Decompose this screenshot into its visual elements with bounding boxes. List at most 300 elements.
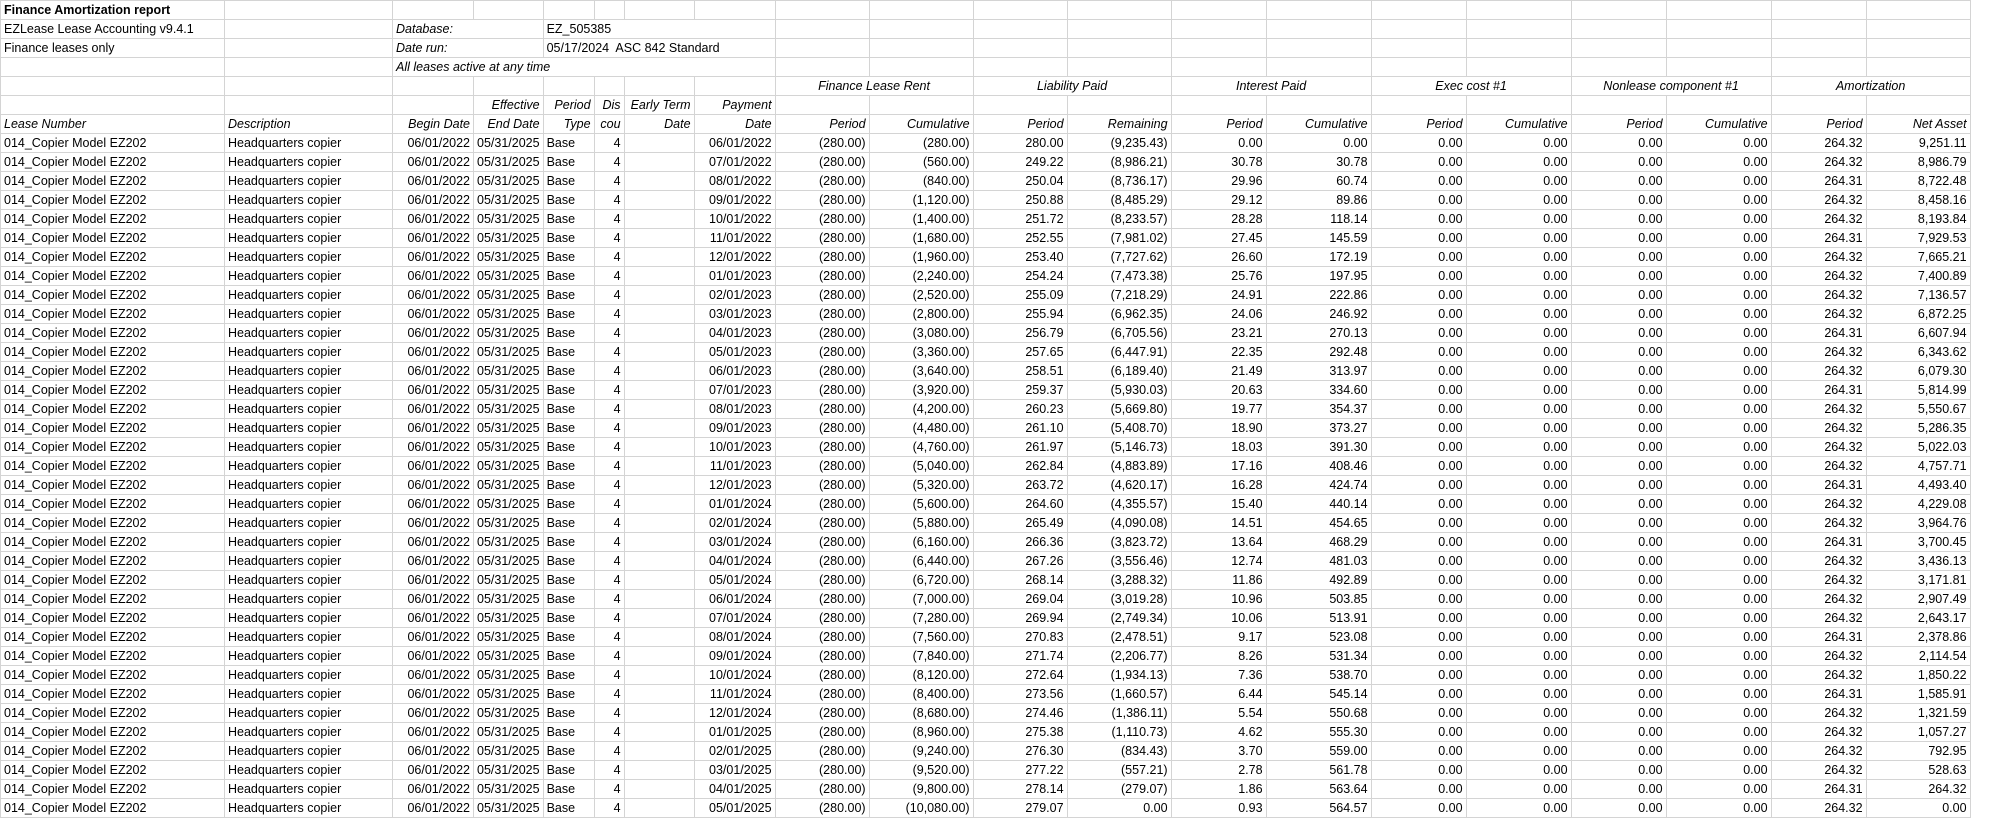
cell-nonlease-cumulative[interactable]: 0.00 (1666, 476, 1771, 495)
cell-lease-number[interactable]: 014_Copier Model EZ202 (1, 571, 225, 590)
cell-exec-period[interactable]: 0.00 (1371, 799, 1466, 818)
cell-discount[interactable]: 4 (594, 761, 624, 780)
cell-effective-end-date[interactable]: 05/31/2025 (474, 514, 544, 533)
cell-interest-period[interactable]: 3.70 (1171, 742, 1266, 761)
cell-rent-cumulative[interactable]: (5,880.00) (869, 514, 973, 533)
group-finance-lease-rent[interactable]: Finance Lease Rent (775, 77, 973, 96)
cell-amort-period[interactable]: 264.32 (1771, 647, 1866, 666)
cell-lease-number[interactable]: 014_Copier Model EZ202 (1, 248, 225, 267)
cell-begin-date[interactable]: 06/01/2022 (393, 153, 474, 172)
cell-nonlease-cumulative[interactable]: 0.00 (1666, 533, 1771, 552)
cell-interest-period[interactable]: 19.77 (1171, 400, 1266, 419)
cell-period-type[interactable]: Base (543, 666, 594, 685)
cell-amort-period[interactable]: 264.32 (1771, 799, 1866, 818)
header-nonlease-period[interactable]: Period (1571, 115, 1666, 134)
cell-interest-period[interactable]: 6.44 (1171, 685, 1266, 704)
cell-interest-period[interactable]: 25.76 (1171, 267, 1266, 286)
cell-net-asset[interactable]: 3,171.81 (1866, 571, 1970, 590)
cell-begin-date[interactable]: 06/01/2022 (393, 647, 474, 666)
cell-payment-date[interactable]: 04/01/2025 (694, 780, 775, 799)
cell-description[interactable]: Headquarters copier (225, 153, 393, 172)
cell-liability-period[interactable]: 269.94 (973, 609, 1067, 628)
cell-net-asset[interactable]: 5,286.35 (1866, 419, 1970, 438)
cell-payment-date[interactable]: 06/01/2022 (694, 134, 775, 153)
cell-interest-cumulative[interactable]: 424.74 (1266, 476, 1371, 495)
cell-liability-period[interactable]: 260.23 (973, 400, 1067, 419)
cell-early-term-date[interactable] (624, 362, 694, 381)
cell-exec-period[interactable]: 0.00 (1371, 172, 1466, 191)
cell-effective-end-date[interactable]: 05/31/2025 (474, 666, 544, 685)
cell[interactable] (1466, 96, 1571, 115)
cell-exec-cumulative[interactable]: 0.00 (1466, 666, 1571, 685)
cell-nonlease-cumulative[interactable]: 0.00 (1666, 495, 1771, 514)
cell-nonlease-cumulative[interactable]: 0.00 (1666, 742, 1771, 761)
cell-early-term-date[interactable] (624, 533, 694, 552)
cell-rent-cumulative[interactable]: (5,320.00) (869, 476, 973, 495)
cell-rent-period[interactable]: (280.00) (775, 134, 869, 153)
cell-exec-period[interactable]: 0.00 (1371, 742, 1466, 761)
cell[interactable] (775, 96, 869, 115)
cell-discount[interactable]: 4 (594, 628, 624, 647)
cell[interactable] (1571, 96, 1666, 115)
cell-nonlease-period[interactable]: 0.00 (1571, 590, 1666, 609)
cell-payment-date[interactable]: 01/01/2025 (694, 723, 775, 742)
cell-description[interactable]: Headquarters copier (225, 191, 393, 210)
cell-period-type[interactable]: Base (543, 780, 594, 799)
cell-period-type[interactable]: Base (543, 761, 594, 780)
header-liability-remaining[interactable]: Remaining (1067, 115, 1171, 134)
cell-nonlease-period[interactable]: 0.00 (1571, 476, 1666, 495)
cell-liability-period[interactable]: 263.72 (973, 476, 1067, 495)
cell-begin-date[interactable]: 06/01/2022 (393, 704, 474, 723)
cell-nonlease-cumulative[interactable]: 0.00 (1666, 704, 1771, 723)
cell-exec-cumulative[interactable]: 0.00 (1466, 305, 1571, 324)
cell-liability-period[interactable]: 270.83 (973, 628, 1067, 647)
cell-rent-period[interactable]: (280.00) (775, 723, 869, 742)
cell-effective-end-date[interactable]: 05/31/2025 (474, 381, 544, 400)
cell-description[interactable]: Headquarters copier (225, 647, 393, 666)
cell-nonlease-cumulative[interactable]: 0.00 (1666, 172, 1771, 191)
cell-exec-cumulative[interactable]: 0.00 (1466, 343, 1571, 362)
cell-net-asset[interactable]: 2,643.17 (1866, 609, 1970, 628)
cell-exec-cumulative[interactable]: 0.00 (1466, 362, 1571, 381)
cell-rent-period[interactable]: (280.00) (775, 799, 869, 818)
cell-nonlease-cumulative[interactable]: 0.00 (1666, 248, 1771, 267)
cell-early-term-date[interactable] (624, 343, 694, 362)
cell-amort-period[interactable]: 264.32 (1771, 362, 1866, 381)
cell-interest-period[interactable]: 14.51 (1171, 514, 1266, 533)
cell-liability-period[interactable]: 249.22 (973, 153, 1067, 172)
cell-effective-end-date[interactable]: 05/31/2025 (474, 495, 544, 514)
cell-interest-period[interactable]: 2.78 (1171, 761, 1266, 780)
cell-exec-cumulative[interactable]: 0.00 (1466, 590, 1571, 609)
cell-amort-period[interactable]: 264.32 (1771, 305, 1866, 324)
cell-period-type[interactable]: Base (543, 419, 594, 438)
cell-payment-date[interactable]: 04/01/2024 (694, 552, 775, 571)
cell-amort-period[interactable]: 264.32 (1771, 343, 1866, 362)
cell-lease-number[interactable]: 014_Copier Model EZ202 (1, 153, 225, 172)
cell-early-term-date[interactable] (624, 419, 694, 438)
cell-liability-period[interactable]: 269.04 (973, 590, 1067, 609)
cell-nonlease-period[interactable]: 0.00 (1571, 362, 1666, 381)
cell-interest-period[interactable]: 24.06 (1171, 305, 1266, 324)
cell-interest-period[interactable]: 18.90 (1171, 419, 1266, 438)
cell-description[interactable]: Headquarters copier (225, 761, 393, 780)
cell[interactable] (543, 77, 594, 96)
cell[interactable] (1666, 58, 1771, 77)
cell-rent-period[interactable]: (280.00) (775, 533, 869, 552)
cell-exec-cumulative[interactable]: 0.00 (1466, 495, 1571, 514)
cell-nonlease-cumulative[interactable]: 0.00 (1666, 780, 1771, 799)
cell-nonlease-cumulative[interactable]: 0.00 (1666, 761, 1771, 780)
cell-exec-period[interactable]: 0.00 (1371, 476, 1466, 495)
cell-rent-period[interactable]: (280.00) (775, 552, 869, 571)
cell-lease-number[interactable]: 014_Copier Model EZ202 (1, 400, 225, 419)
cell-liability-period[interactable]: 255.94 (973, 305, 1067, 324)
cell-exec-cumulative[interactable]: 0.00 (1466, 571, 1571, 590)
cell-interest-cumulative[interactable]: 313.97 (1266, 362, 1371, 381)
cell-description[interactable]: Headquarters copier (225, 514, 393, 533)
cell-liability-remaining[interactable]: (557.21) (1067, 761, 1171, 780)
cell-discount[interactable]: 4 (594, 248, 624, 267)
cell-begin-date[interactable]: 06/01/2022 (393, 476, 474, 495)
cell[interactable] (225, 77, 393, 96)
cell-exec-period[interactable]: 0.00 (1371, 761, 1466, 780)
cell-amort-period[interactable]: 264.32 (1771, 666, 1866, 685)
cell-early-term-date[interactable] (624, 457, 694, 476)
cell-nonlease-cumulative[interactable]: 0.00 (1666, 552, 1771, 571)
header-period-type[interactable]: Type (543, 115, 594, 134)
cell-exec-cumulative[interactable]: 0.00 (1466, 153, 1571, 172)
cell-early-term-date[interactable] (624, 666, 694, 685)
cell-interest-period[interactable]: 30.78 (1171, 153, 1266, 172)
cell-lease-number[interactable]: 014_Copier Model EZ202 (1, 761, 225, 780)
cell-description[interactable]: Headquarters copier (225, 685, 393, 704)
header-rent-cumulative[interactable]: Cumulative (869, 115, 973, 134)
cell[interactable] (694, 77, 775, 96)
cell-effective-end-date[interactable]: 05/31/2025 (474, 229, 544, 248)
cell-effective-end-date[interactable]: 05/31/2025 (474, 419, 544, 438)
cell-early-term-date[interactable] (624, 191, 694, 210)
cell-discount[interactable]: 4 (594, 324, 624, 343)
cell-lease-number[interactable]: 014_Copier Model EZ202 (1, 647, 225, 666)
cell-interest-cumulative[interactable]: 468.29 (1266, 533, 1371, 552)
cell-period-type[interactable]: Base (543, 400, 594, 419)
cell-effective-end-date[interactable]: 05/31/2025 (474, 134, 544, 153)
cell-nonlease-cumulative[interactable]: 0.00 (1666, 514, 1771, 533)
cell-liability-period[interactable]: 253.40 (973, 248, 1067, 267)
cell-discount[interactable]: 4 (594, 381, 624, 400)
cell-interest-cumulative[interactable]: 222.86 (1266, 286, 1371, 305)
cell-exec-period[interactable]: 0.00 (1371, 609, 1466, 628)
cell-lease-number[interactable]: 014_Copier Model EZ202 (1, 476, 225, 495)
cell[interactable] (393, 96, 474, 115)
cell-interest-cumulative[interactable]: 30.78 (1266, 153, 1371, 172)
cell-period-type[interactable]: Base (543, 552, 594, 571)
cell-description[interactable]: Headquarters copier (225, 134, 393, 153)
cell-interest-period[interactable]: 0.93 (1171, 799, 1266, 818)
cell-description[interactable]: Headquarters copier (225, 305, 393, 324)
cell-begin-date[interactable]: 06/01/2022 (393, 134, 474, 153)
cell-rent-cumulative[interactable]: (9,240.00) (869, 742, 973, 761)
header-effective-end-date[interactable]: End Date (474, 115, 544, 134)
cell-exec-cumulative[interactable]: 0.00 (1466, 552, 1571, 571)
cell-exec-cumulative[interactable]: 0.00 (1466, 248, 1571, 267)
cell-begin-date[interactable]: 06/01/2022 (393, 609, 474, 628)
cell-exec-cumulative[interactable]: 0.00 (1466, 742, 1571, 761)
cell-exec-cumulative[interactable]: 0.00 (1466, 419, 1571, 438)
cell[interactable] (1, 58, 225, 77)
cell-lease-number[interactable]: 014_Copier Model EZ202 (1, 324, 225, 343)
cell-exec-period[interactable]: 0.00 (1371, 666, 1466, 685)
cell-discount[interactable]: 4 (594, 286, 624, 305)
header-begin-date[interactable]: Begin Date (393, 115, 474, 134)
cell-interest-cumulative[interactable]: 538.70 (1266, 666, 1371, 685)
cell-exec-period[interactable]: 0.00 (1371, 685, 1466, 704)
cell-period-type[interactable]: Base (543, 495, 594, 514)
cell-nonlease-cumulative[interactable]: 0.00 (1666, 590, 1771, 609)
cell[interactable] (1571, 20, 1666, 39)
cell-net-asset[interactable]: 2,114.54 (1866, 647, 1970, 666)
cell-exec-cumulative[interactable]: 0.00 (1466, 267, 1571, 286)
cell[interactable] (225, 58, 393, 77)
cell-liability-remaining[interactable]: (1,386.11) (1067, 704, 1171, 723)
cell-rent-cumulative[interactable]: (2,240.00) (869, 267, 973, 286)
cell-interest-period[interactable]: 29.96 (1171, 172, 1266, 191)
cell-description[interactable]: Headquarters copier (225, 799, 393, 818)
cell-rent-period[interactable]: (280.00) (775, 229, 869, 248)
cell-net-asset[interactable]: 5,022.03 (1866, 438, 1970, 457)
cell-description[interactable]: Headquarters copier (225, 362, 393, 381)
cell-exec-cumulative[interactable]: 0.00 (1466, 685, 1571, 704)
cell-rent-period[interactable]: (280.00) (775, 609, 869, 628)
cell-discount[interactable]: 4 (594, 172, 624, 191)
cell-liability-remaining[interactable]: (6,447.91) (1067, 343, 1171, 362)
cell-period-type[interactable]: Base (543, 324, 594, 343)
cell-liability-remaining[interactable]: (4,355.57) (1067, 495, 1171, 514)
cell-amort-period[interactable]: 264.31 (1771, 476, 1866, 495)
cell-payment-date[interactable]: 01/01/2024 (694, 495, 775, 514)
cell-nonlease-period[interactable]: 0.00 (1571, 723, 1666, 742)
cell[interactable] (1866, 39, 1970, 58)
cell-nonlease-cumulative[interactable]: 0.00 (1666, 685, 1771, 704)
cell-effective-end-date[interactable]: 05/31/2025 (474, 780, 544, 799)
cell-amort-period[interactable]: 264.31 (1771, 172, 1866, 191)
cell-begin-date[interactable]: 06/01/2022 (393, 324, 474, 343)
cell-nonlease-period[interactable]: 0.00 (1571, 628, 1666, 647)
cell-description[interactable]: Headquarters copier (225, 609, 393, 628)
cell-liability-period[interactable]: 261.97 (973, 438, 1067, 457)
cell-payment-date[interactable]: 11/01/2023 (694, 457, 775, 476)
cell-rent-cumulative[interactable]: (8,680.00) (869, 704, 973, 723)
cell-interest-period[interactable]: 16.28 (1171, 476, 1266, 495)
cell-liability-remaining[interactable]: (4,090.08) (1067, 514, 1171, 533)
cell-lease-number[interactable]: 014_Copier Model EZ202 (1, 799, 225, 818)
cell-nonlease-cumulative[interactable]: 0.00 (1666, 134, 1771, 153)
cell-nonlease-cumulative[interactable]: 0.00 (1666, 153, 1771, 172)
cell-nonlease-period[interactable]: 0.00 (1571, 267, 1666, 286)
cell-amort-period[interactable]: 264.31 (1771, 381, 1866, 400)
cell-nonlease-period[interactable]: 0.00 (1571, 685, 1666, 704)
cell-nonlease-period[interactable]: 0.00 (1571, 400, 1666, 419)
cell[interactable] (1171, 96, 1266, 115)
cell-exec-period[interactable]: 0.00 (1371, 514, 1466, 533)
cell-effective-end-date[interactable]: 05/31/2025 (474, 153, 544, 172)
cell-rent-cumulative[interactable]: (9,800.00) (869, 780, 973, 799)
cell-exec-period[interactable]: 0.00 (1371, 381, 1466, 400)
cell-discount[interactable]: 4 (594, 514, 624, 533)
cell-liability-period[interactable]: 256.79 (973, 324, 1067, 343)
cell[interactable] (869, 96, 973, 115)
cell-effective-end-date[interactable]: 05/31/2025 (474, 571, 544, 590)
cell-begin-date[interactable]: 06/01/2022 (393, 666, 474, 685)
header-net-asset[interactable]: Net Asset (1866, 115, 1970, 134)
cell-liability-period[interactable]: 274.46 (973, 704, 1067, 723)
cell-liability-remaining[interactable]: (279.07) (1067, 780, 1171, 799)
cell-interest-period[interactable]: 28.28 (1171, 210, 1266, 229)
cell-exec-period[interactable]: 0.00 (1371, 191, 1466, 210)
cell-period-type[interactable]: Base (543, 723, 594, 742)
date-run-label[interactable]: Date run: (393, 39, 544, 58)
cell-lease-number[interactable]: 014_Copier Model EZ202 (1, 191, 225, 210)
cell-rent-period[interactable]: (280.00) (775, 172, 869, 191)
cell-exec-period[interactable]: 0.00 (1371, 286, 1466, 305)
cell[interactable] (775, 20, 869, 39)
cell-description[interactable]: Headquarters copier (225, 552, 393, 571)
cell-exec-period[interactable]: 0.00 (1371, 438, 1466, 457)
cell-lease-number[interactable]: 014_Copier Model EZ202 (1, 134, 225, 153)
cell[interactable] (775, 39, 869, 58)
cell-interest-cumulative[interactable]: 118.14 (1266, 210, 1371, 229)
cell-net-asset[interactable]: 792.95 (1866, 742, 1970, 761)
app-version[interactable]: EZLease Lease Accounting v9.4.1 (1, 20, 225, 39)
cell-liability-period[interactable]: 277.22 (973, 761, 1067, 780)
cell-effective-end-date[interactable]: 05/31/2025 (474, 267, 544, 286)
cell-rent-period[interactable]: (280.00) (775, 742, 869, 761)
cell-exec-cumulative[interactable]: 0.00 (1466, 134, 1571, 153)
cell-rent-cumulative[interactable]: (1,680.00) (869, 229, 973, 248)
cell-description[interactable]: Headquarters copier (225, 780, 393, 799)
cell-nonlease-period[interactable]: 0.00 (1571, 780, 1666, 799)
cell-begin-date[interactable]: 06/01/2022 (393, 780, 474, 799)
cell-early-term-date[interactable] (624, 495, 694, 514)
cell-exec-period[interactable]: 0.00 (1371, 362, 1466, 381)
cell-begin-date[interactable]: 06/01/2022 (393, 305, 474, 324)
cell-lease-number[interactable]: 014_Copier Model EZ202 (1, 552, 225, 571)
cell-exec-cumulative[interactable]: 0.00 (1466, 381, 1571, 400)
cell-payment-date[interactable]: 07/01/2023 (694, 381, 775, 400)
cell-interest-period[interactable]: 9.17 (1171, 628, 1266, 647)
header-early-term-top[interactable]: Early Term (624, 96, 694, 115)
cell-nonlease-period[interactable]: 0.00 (1571, 210, 1666, 229)
cell-early-term-date[interactable] (624, 286, 694, 305)
cell[interactable] (1666, 96, 1771, 115)
cell-discount[interactable]: 4 (594, 191, 624, 210)
cell[interactable] (543, 1, 594, 20)
filter-note[interactable]: Finance leases only (1, 39, 225, 58)
cell-discount[interactable]: 4 (594, 438, 624, 457)
cell-exec-period[interactable]: 0.00 (1371, 248, 1466, 267)
cell-interest-period[interactable]: 1.86 (1171, 780, 1266, 799)
cell-description[interactable]: Headquarters copier (225, 628, 393, 647)
cell-net-asset[interactable]: 6,607.94 (1866, 324, 1970, 343)
cell-exec-cumulative[interactable]: 0.00 (1466, 647, 1571, 666)
cell-discount[interactable]: 4 (594, 362, 624, 381)
cell-early-term-date[interactable] (624, 571, 694, 590)
cell-period-type[interactable]: Base (543, 476, 594, 495)
cell-lease-number[interactable]: 014_Copier Model EZ202 (1, 723, 225, 742)
cell-net-asset[interactable]: 3,700.45 (1866, 533, 1970, 552)
cell-effective-end-date[interactable]: 05/31/2025 (474, 799, 544, 818)
cell[interactable] (1666, 20, 1771, 39)
cell-liability-period[interactable]: 267.26 (973, 552, 1067, 571)
cell-interest-cumulative[interactable]: 481.03 (1266, 552, 1371, 571)
header-payment-date-top[interactable]: Payment (694, 96, 775, 115)
cell-liability-remaining[interactable]: (3,288.32) (1067, 571, 1171, 590)
cell-lease-number[interactable]: 014_Copier Model EZ202 (1, 457, 225, 476)
cell-period-type[interactable]: Base (543, 438, 594, 457)
cell[interactable] (1466, 20, 1571, 39)
cell-liability-period[interactable]: 257.65 (973, 343, 1067, 362)
cell-amort-period[interactable]: 264.32 (1771, 267, 1866, 286)
cell[interactable] (1171, 1, 1266, 20)
header-nonlease-cumulative[interactable]: Cumulative (1666, 115, 1771, 134)
cell-rent-cumulative[interactable]: (1,960.00) (869, 248, 973, 267)
cell-rent-cumulative[interactable]: (5,600.00) (869, 495, 973, 514)
cell-nonlease-cumulative[interactable]: 0.00 (1666, 723, 1771, 742)
cell-begin-date[interactable]: 06/01/2022 (393, 685, 474, 704)
cell-liability-remaining[interactable]: (8,736.17) (1067, 172, 1171, 191)
cell-exec-cumulative[interactable]: 0.00 (1466, 628, 1571, 647)
cell-discount[interactable]: 4 (594, 343, 624, 362)
cell-nonlease-cumulative[interactable]: 0.00 (1666, 400, 1771, 419)
cell[interactable] (1371, 96, 1466, 115)
cell-exec-period[interactable]: 0.00 (1371, 552, 1466, 571)
cell-liability-period[interactable]: 262.84 (973, 457, 1067, 476)
cell-amort-period[interactable]: 264.32 (1771, 134, 1866, 153)
cell-lease-number[interactable]: 014_Copier Model EZ202 (1, 514, 225, 533)
cell-discount[interactable]: 4 (594, 590, 624, 609)
cell-liability-period[interactable]: 272.64 (973, 666, 1067, 685)
cell-rent-cumulative[interactable]: (1,400.00) (869, 210, 973, 229)
cell-early-term-date[interactable] (624, 647, 694, 666)
cell[interactable] (973, 96, 1067, 115)
cell-discount[interactable]: 4 (594, 533, 624, 552)
cell-liability-period[interactable]: 276.30 (973, 742, 1067, 761)
cell-rent-period[interactable]: (280.00) (775, 780, 869, 799)
cell-net-asset[interactable]: 7,136.57 (1866, 286, 1970, 305)
cell-interest-cumulative[interactable]: 334.60 (1266, 381, 1371, 400)
cell[interactable] (694, 1, 775, 20)
cell-lease-number[interactable]: 014_Copier Model EZ202 (1, 685, 225, 704)
cell-lease-number[interactable]: 014_Copier Model EZ202 (1, 495, 225, 514)
cell-net-asset[interactable]: 2,378.86 (1866, 628, 1970, 647)
cell-interest-period[interactable]: 7.36 (1171, 666, 1266, 685)
cell-interest-cumulative[interactable]: 145.59 (1266, 229, 1371, 248)
cell-interest-period[interactable]: 8.26 (1171, 647, 1266, 666)
report-title[interactable]: Finance Amortization report (1, 1, 225, 20)
cell-interest-period[interactable]: 17.16 (1171, 457, 1266, 476)
cell-begin-date[interactable]: 06/01/2022 (393, 457, 474, 476)
cell-effective-end-date[interactable]: 05/31/2025 (474, 324, 544, 343)
cell-effective-end-date[interactable]: 05/31/2025 (474, 286, 544, 305)
cell-early-term-date[interactable] (624, 400, 694, 419)
cell[interactable] (973, 58, 1067, 77)
cell-liability-remaining[interactable]: (7,473.38) (1067, 267, 1171, 286)
cell-early-term-date[interactable] (624, 267, 694, 286)
cell-liability-period[interactable]: 251.72 (973, 210, 1067, 229)
cell-liability-remaining[interactable]: (3,823.72) (1067, 533, 1171, 552)
